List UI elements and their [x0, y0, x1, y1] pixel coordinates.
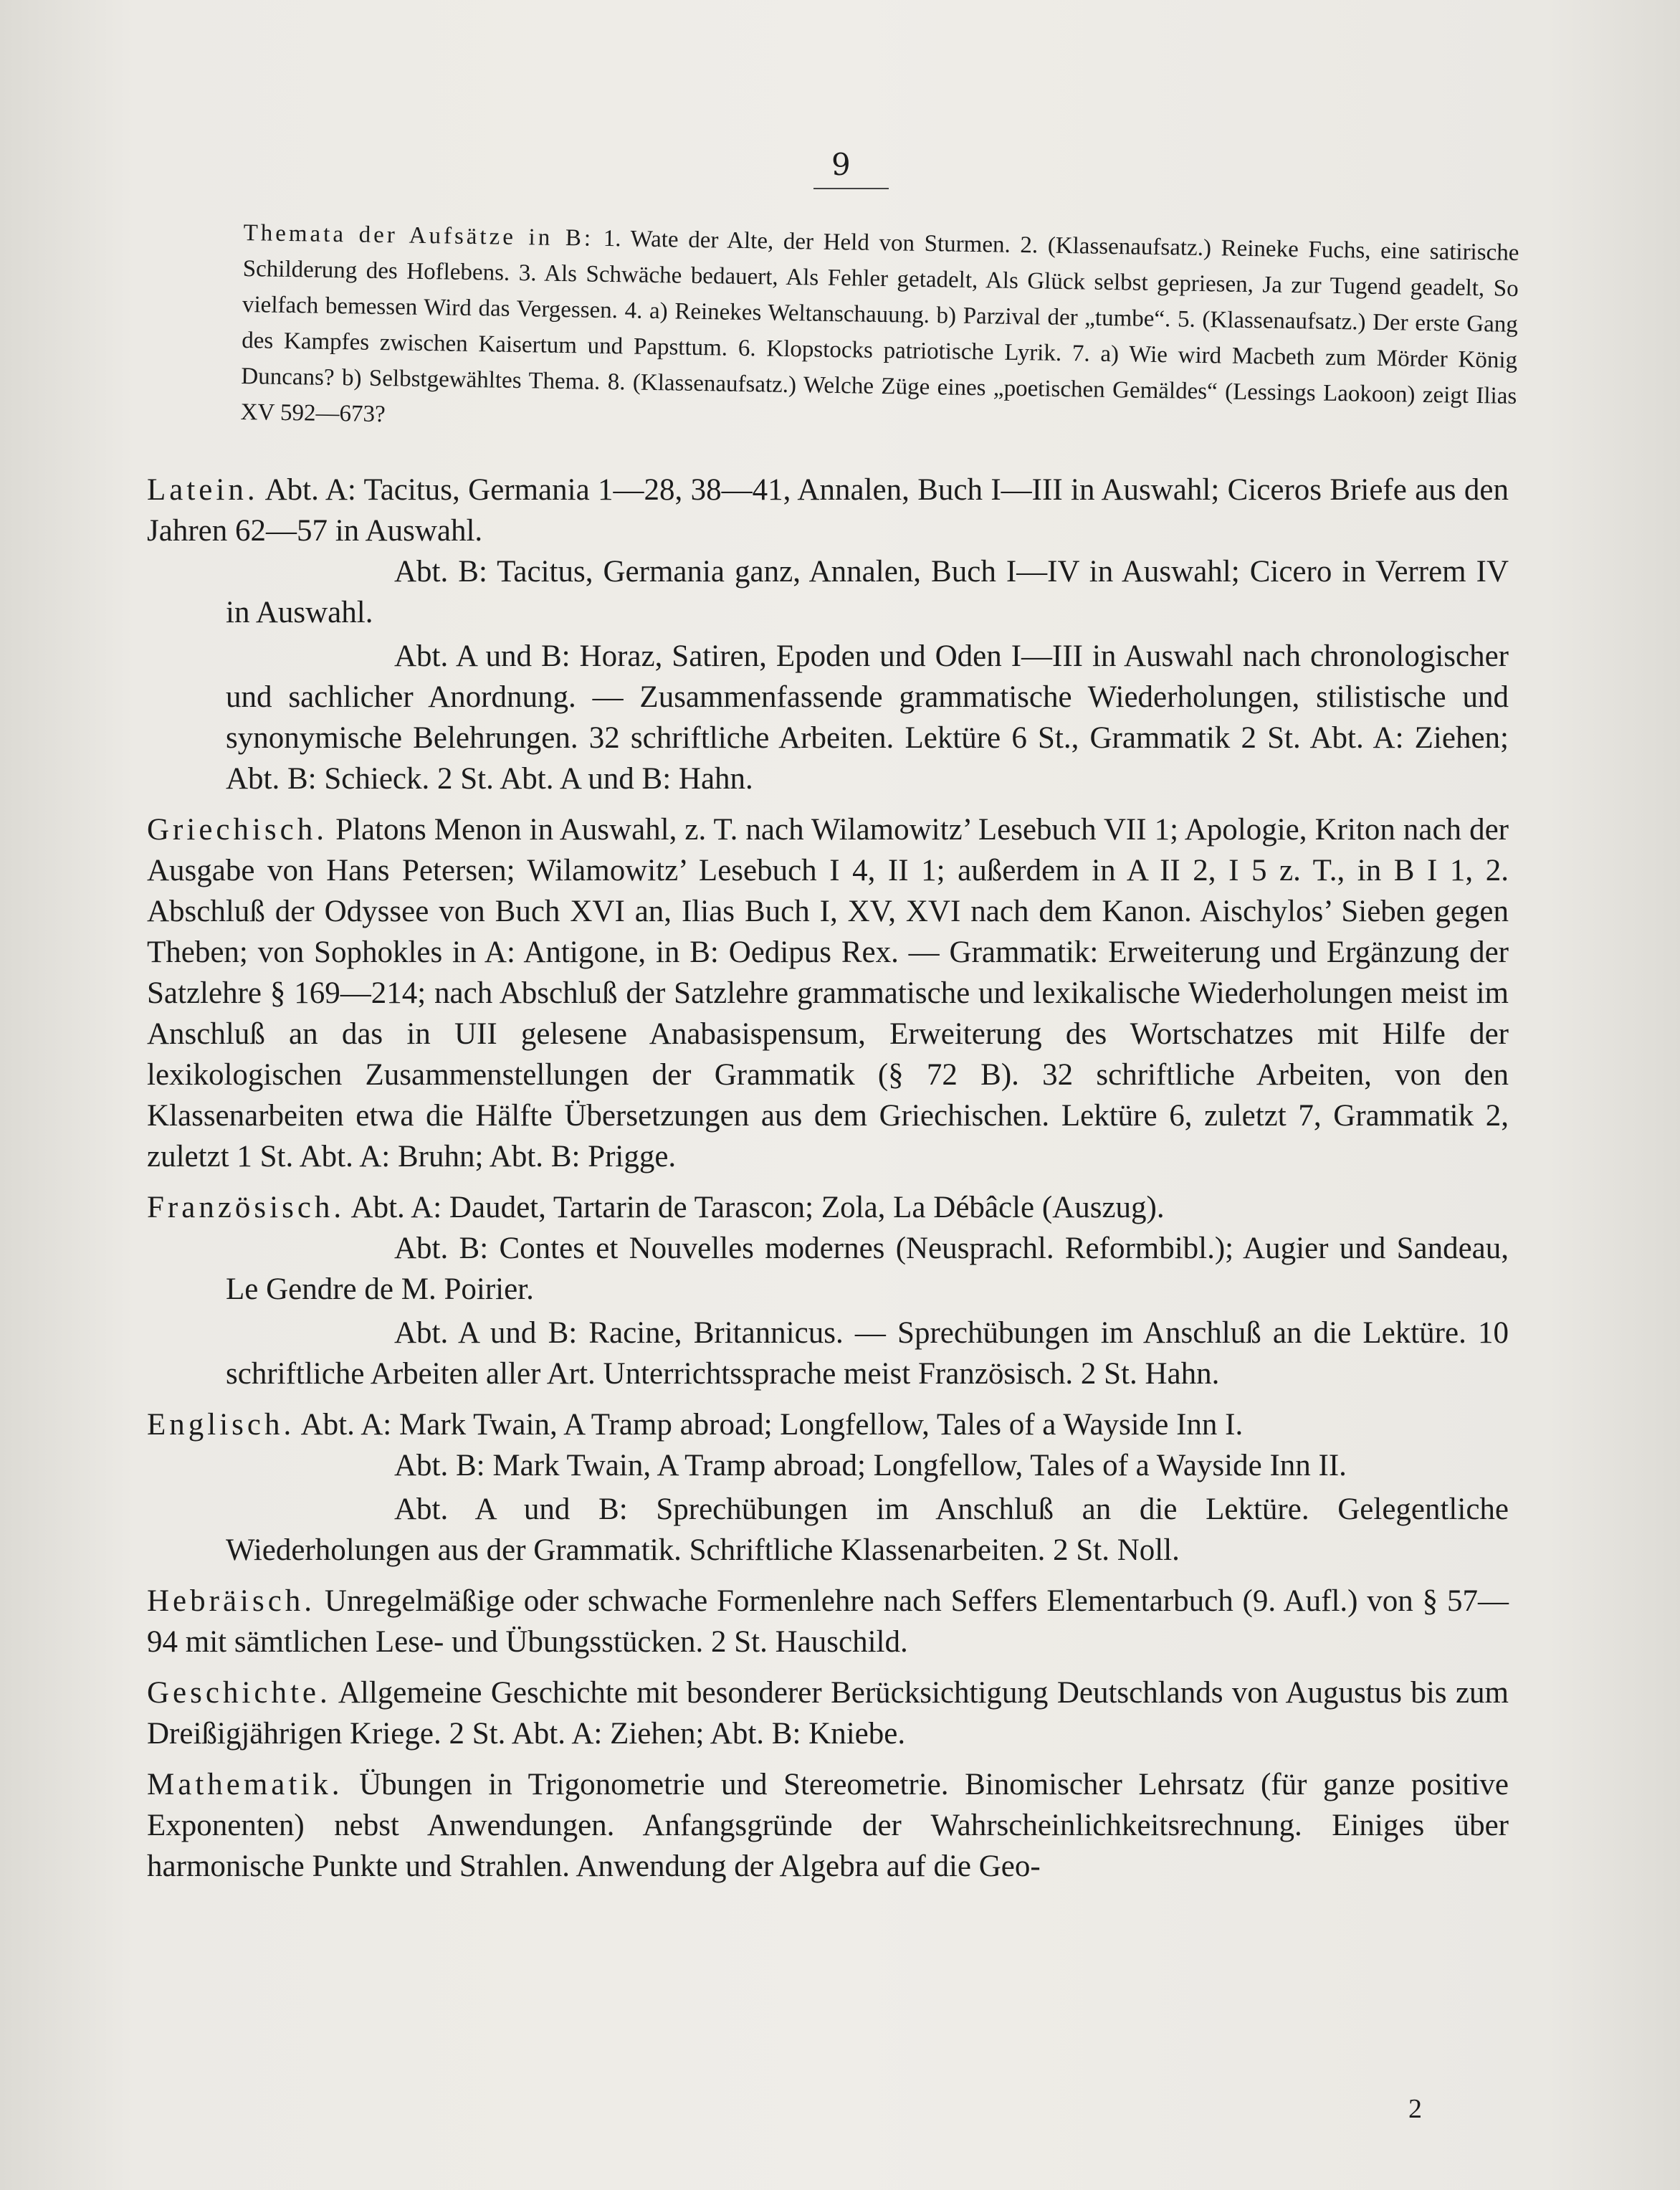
hebraeisch-paragraph-1: Unregelmäßige oder schwache Formenlehre nach Seffers Elementarbuch (9. Aufl.) von § 57—94 mit sämtlichen Lese- und Übungsstücken. 2 St. Hauschild. — [147, 1584, 1509, 1659]
franzoesisch-paragraph-3: Abt. A und B: Racine, Britannicus. — Sprechübungen im Anschluß an die Lektüre. 10 schriftliche Arbeiten aller Art. Unterrichtssprache meist Französisch. 2 St. Hahn. — [226, 1316, 1509, 1391]
section-heading-geschichte: Geschichte. — [147, 1676, 331, 1710]
section-heading-hebraeisch: Hebräisch. — [147, 1584, 316, 1618]
geschichte-paragraph-1: Allgemeine Geschichte mit besonderer Berücksichtigung Deutschlands von Augustus bis zum Dreißigjährigen Kriege. 2 St. Abt. A: Ziehen; Abt. B: Kniebe. — [147, 1676, 1509, 1751]
section-geschichte — [147, 1672, 1509, 1754]
essay-topics-text: 1. Wate der Alte, der Held von Sturmen. 2. (Klassenaufsatz.) Reineke Fuchs, eine satirische Schilderung des Hoflebens. 3. Als Schwäche bedauert, Als Fehler getadelt, Als Glück selbst gepriesen, Ja zur Tugend geadelt, So vielfach bemessen Wird das Vergessen. 4. a) Reinekes Weltanschauung. b) Parzival der „tumbe“. 5. (Klassenaufsatz.) Der erste Gang des Kampfes zwischen Kaisertum und Papsttum. 6. Klopstocks patriotische Lyrik. 7. a) Wie wird Macbeth zum Mörder König Duncans? b) Selbstgewähltes Thema. 8. (Klassenaufsatz.) Welche Züge eines „poetischen Gemäldes“ (Lessings Laokoon) zeigt Ilias XV 592—673? — [240, 225, 1519, 428]
curriculum-body — [147, 470, 1509, 1897]
section-griechisch — [147, 809, 1509, 1177]
section-franzoesisch — [147, 1187, 1509, 1394]
essay-topics-paragraph — [240, 215, 1519, 450]
griechisch-paragraph-1: Platons Menon in Auswahl, z. T. nach Wilamowitz’ Lesebuch VII 1; Apologie, Kriton nach der Ausgabe von Hans Petersen; Wilamowitz’ Lesebuch I 4, II 1; außerdem in A II 2, I 5 z. T., in B I 1, 2. Abschluß der Odyssee von Buch XVI an, Ilias Buch I, XV, XVI nach dem Kanon. Aischylos’ Sieben gegen Theben; von Sophokles in A: Antigone, in B: Oedipus Rex. — Grammatik: Erweiterung und Ergänzung der Satzlehre § 169—214; nach Abschluß der Satzlehre grammatische und lexikalische Wiederholungen meist im Anschluß an das in UII gelesene Anabasispensum, Erweiterung des Wortschatzes mit Hilfe der lexikologischen Zusammenstellungen der Grammatik (§ 72 B). 32 schriftliche Arbeiten, von den Klassenarbeiten etwa die Hälfte Übersetzungen aus dem Griechischen. Lektüre 6, zuletzt 7, Grammatik 2, zuletzt 1 St. Abt. A: Bruhn; Abt. B: Prigge. — [147, 813, 1509, 1173]
section-heading-mathematik: Mathematik. — [147, 1768, 343, 1801]
latein-paragraph-1: Abt. A: Tacitus, Germania 1—28, 38—41, Annalen, Buch I—III in Auswahl; Ciceros Briefe aus den Jahren 62—57 in Auswahl. — [147, 473, 1509, 548]
section-englisch — [147, 1404, 1509, 1571]
page-number-rule — [813, 188, 889, 189]
section-hebraeisch — [147, 1581, 1509, 1662]
latein-paragraph-3: Abt. A und B: Horaz, Satiren, Epoden und Oden I—III in Auswahl nach chronologischer und sachlicher Anordnung. — Zusammenfassende grammatische Wiederholungen, stilistische und synonymische Belehrungen. 32 schriftliche Arbeiten. Lektüre 6 St., Grammatik 2 St. Abt. A: Ziehen; Abt. B: Schieck. 2 St. Abt. A und B: Hahn. — [226, 639, 1509, 796]
englisch-paragraph-1: Abt. A: Mark Twain, A Tramp abroad; Longfellow, Tales of a Wayside Inn I. — [300, 1408, 1244, 1442]
franzoesisch-paragraph-1: Abt. A: Daudet, Tartarin de Tarascon; Zola, La Débâcle (Auszug). — [350, 1191, 1165, 1224]
section-heading-franzoesisch: Französisch. — [147, 1191, 345, 1224]
printer-signature-mark: 2 — [1408, 2094, 1422, 2124]
essay-topics-label: Themata der Aufsätze in B: — [243, 219, 594, 252]
section-heading-latein: Latein. — [147, 473, 259, 507]
englisch-paragraph-2: Abt. B: Mark Twain, A Tramp abroad; Longfellow, Tales of a Wayside Inn II. — [394, 1449, 1347, 1482]
section-heading-griechisch: Griechisch. — [147, 813, 328, 847]
section-mathematik — [147, 1764, 1509, 1887]
section-latein — [147, 470, 1509, 799]
englisch-paragraph-3: Abt. A und B: Sprechübungen im Anschluß an die Lektüre. Gelegentliche Wiederholungen aus der Grammatik. Schriftliche Klassenarbeiten. 2 St. Noll. — [226, 1492, 1509, 1567]
page-number: 9 — [831, 147, 851, 182]
latein-paragraph-2: Abt. B: Tacitus, Germania ganz, Annalen, Buch I—IV in Auswahl; Cicero in Verrem IV in Auswahl. — [226, 555, 1509, 629]
section-heading-englisch: Englisch. — [147, 1408, 295, 1442]
franzoesisch-paragraph-2: Abt. B: Contes et Nouvelles modernes (Neusprachl. Reformbibl.); Augier und Sandeau, Le Gendre de M. Poirier. — [226, 1232, 1509, 1306]
mathematik-paragraph-1: Übungen in Trigonometrie und Stereometrie. Binomischer Lehrsatz (für ganze positive Exponenten) nebst Anwendungen. Anfangsgründe der Wahrscheinlichkeitsrechnung. Einiges über harmonische Punkte und Strahlen. Anwendung der Algebra auf die Geo- — [147, 1768, 1509, 1883]
